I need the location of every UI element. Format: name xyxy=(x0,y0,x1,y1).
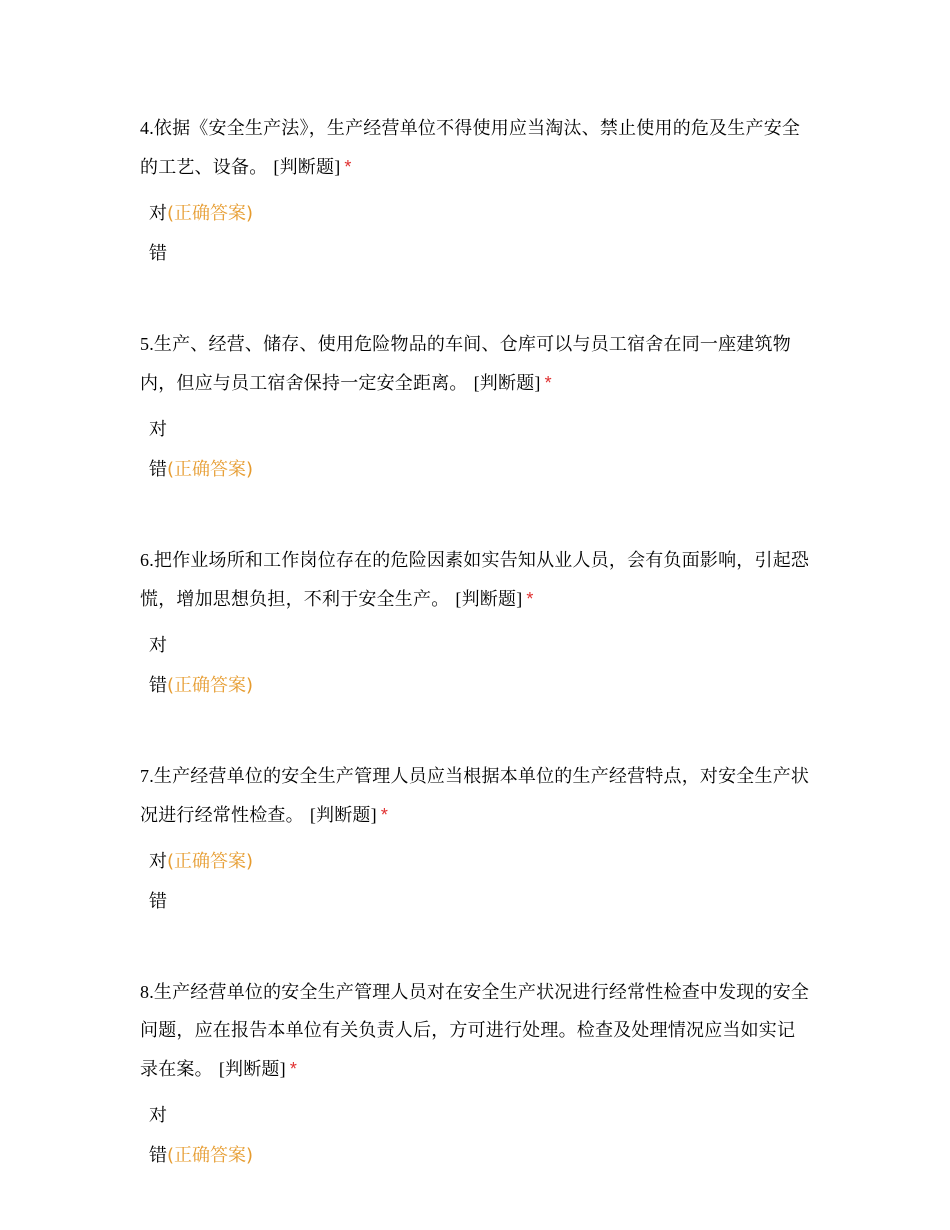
question-body: 生产经营单位的安全生产管理人员对在安全生产状况进行经常性检查中发现的安全问题，应在报告本单位有关负责人后，方可进行处理。检查及处理情况应当如实记录在案。 xyxy=(140,982,810,1080)
question-block xyxy=(140,325,812,490)
required-asterisk: * xyxy=(344,157,352,177)
question-type: [判断题] xyxy=(455,589,523,609)
correct-answer-tag: (正确答案) xyxy=(167,851,254,872)
answer-options xyxy=(140,1096,812,1176)
answer-option[interactable] xyxy=(149,626,812,666)
answer-option[interactable] xyxy=(149,666,812,706)
required-asterisk: * xyxy=(380,805,389,825)
option-label: 错 xyxy=(149,891,167,912)
correct-answer-tag: (正确答案) xyxy=(167,203,254,224)
question-text xyxy=(140,109,812,187)
answer-option[interactable] xyxy=(149,882,812,922)
question-text xyxy=(140,973,812,1089)
answer-option[interactable] xyxy=(149,450,812,490)
answer-options xyxy=(140,410,812,490)
option-label: 对 xyxy=(149,419,167,440)
option-label: 错 xyxy=(149,675,167,696)
question-type: [判断题] xyxy=(473,373,541,393)
option-label: 错 xyxy=(149,1145,167,1166)
answer-option[interactable] xyxy=(149,1096,812,1136)
question-body: 把作业场所和工作岗位存在的危险因素如实告知从业人员，会有负面影响，引起恐慌，增加思想负担，不利于安全生产。 xyxy=(140,550,810,610)
correct-answer-tag: (正确答案) xyxy=(167,675,254,696)
question-number: 8. xyxy=(140,982,154,1002)
question-block xyxy=(140,109,812,274)
correct-answer-tag: (正确答案) xyxy=(167,1145,254,1166)
answer-option[interactable] xyxy=(149,842,812,882)
answer-options xyxy=(140,194,812,274)
option-label: 错 xyxy=(149,243,167,264)
question-number: 7. xyxy=(140,766,154,786)
question-number: 6. xyxy=(140,550,154,570)
option-label: 对 xyxy=(149,1105,167,1126)
question-text xyxy=(140,325,812,403)
question-number: 5. xyxy=(140,334,154,354)
option-label: 对 xyxy=(149,851,167,872)
option-label: 错 xyxy=(149,459,167,480)
question-body: 生产经营单位的安全生产管理人员应当根据本单位的生产经营特点，对安全生产状况进行经常性检查。 xyxy=(140,766,810,826)
question-type: [判断题] xyxy=(309,805,377,825)
correct-answer-tag: (正确答案) xyxy=(167,459,254,480)
answer-options xyxy=(140,842,812,922)
answer-option[interactable] xyxy=(149,194,812,234)
question-body: 生产、经营、储存、使用危险物品的车间、仓库可以与员工宿舍在同一座建筑物内，但应与员工宿舍保持一定安全距离。 xyxy=(140,334,791,394)
required-asterisk: * xyxy=(526,589,534,609)
required-asterisk: * xyxy=(544,373,552,393)
answer-options xyxy=(140,626,812,706)
question-block xyxy=(140,757,812,922)
question-list xyxy=(140,109,812,1227)
required-asterisk: * xyxy=(289,1059,298,1079)
answer-option[interactable] xyxy=(149,1136,812,1176)
question-number: 4. xyxy=(140,118,154,138)
question-type: [判断题] xyxy=(218,1059,286,1079)
question-body: 依据《安全生产法》，生产经营单位不得使用应当淘汰、禁止使用的危及生产安全的工艺、设备。 xyxy=(140,118,801,178)
answer-option[interactable] xyxy=(149,234,812,274)
option-label: 对 xyxy=(149,635,167,656)
question-type: [判断题] xyxy=(273,157,341,177)
option-label: 对 xyxy=(149,203,167,224)
question-block xyxy=(140,973,812,1176)
answer-option[interactable] xyxy=(149,410,812,450)
question-text xyxy=(140,757,812,835)
question-block xyxy=(140,541,812,706)
question-text xyxy=(140,541,812,619)
